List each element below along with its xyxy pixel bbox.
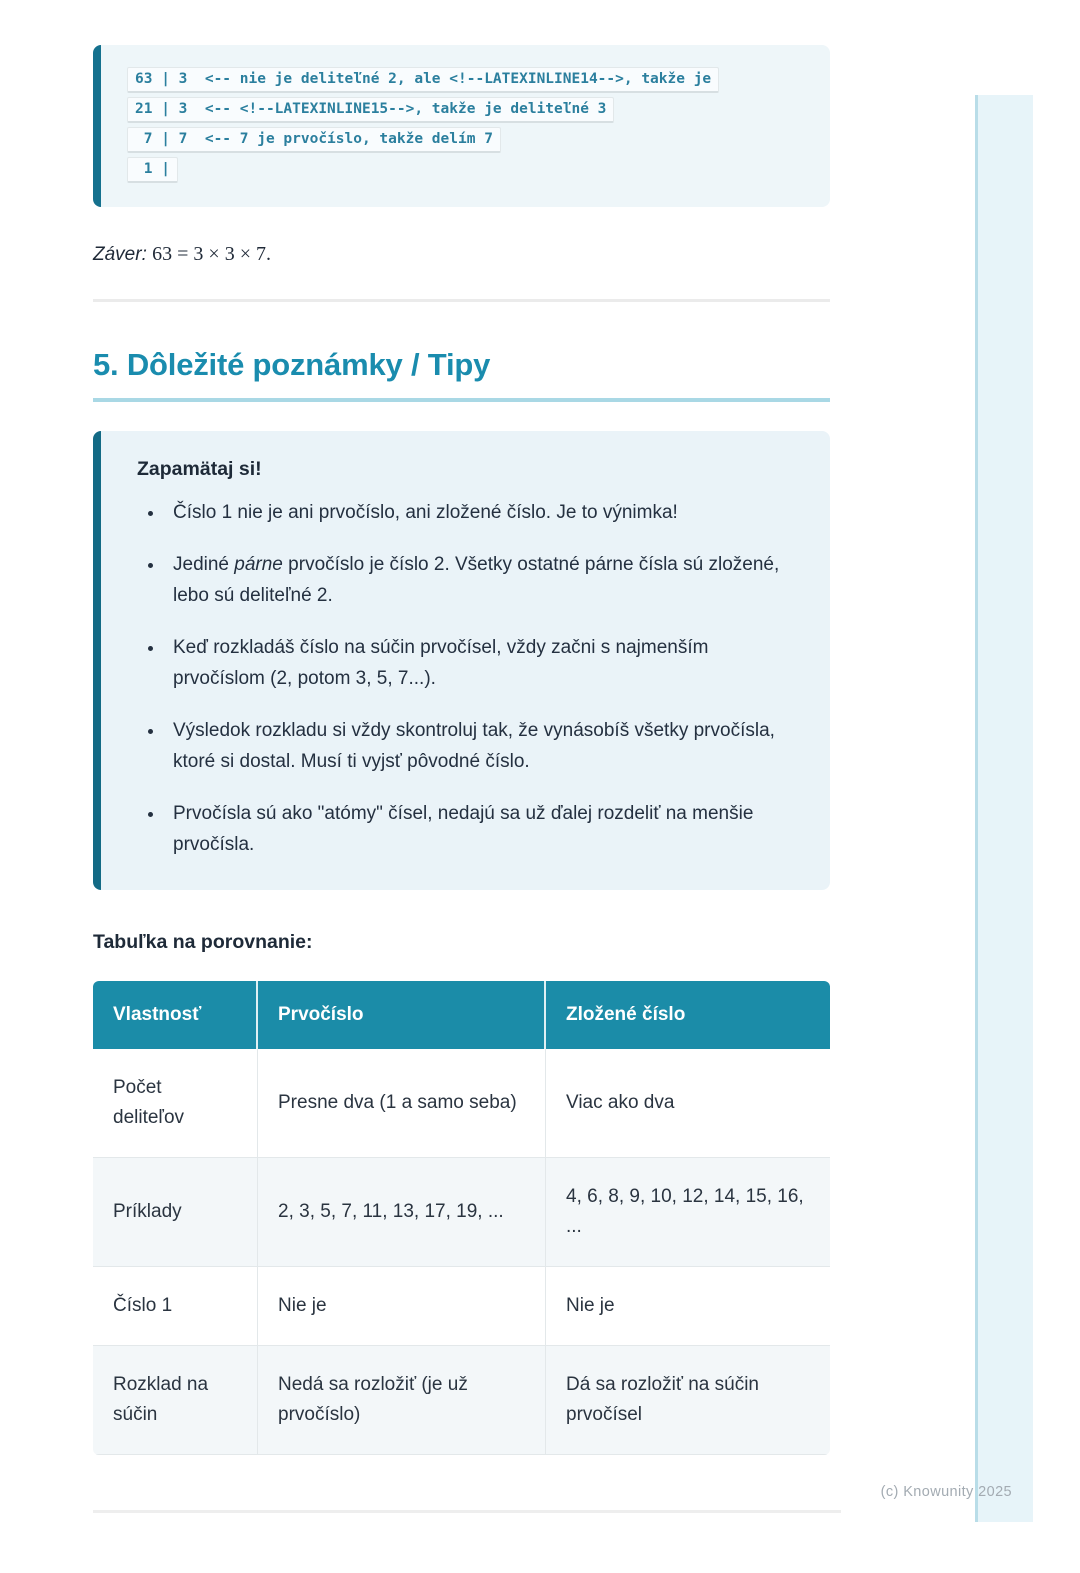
conclusion-formula: 63 = 3 × 3 × 7. <box>152 243 271 265</box>
callout-item-text: Jediné <box>173 554 235 575</box>
callout-item <box>165 715 798 777</box>
table-cell: Nie je <box>546 1267 830 1346</box>
bottom-divider <box>93 1510 841 1513</box>
code-line <box>127 97 830 123</box>
callout-item <box>165 798 798 860</box>
callout-item-emphasis: párne <box>234 554 283 575</box>
code-line-text: 21 | 3 <-- <!--LATEXINLINE15-->, takže je deliteľné 3 <box>127 97 614 123</box>
document-content <box>93 45 830 1455</box>
column-header-composite: Zložené číslo <box>546 981 830 1049</box>
division-code-block <box>93 45 830 207</box>
column-header-property: Vlastnosť <box>93 981 258 1049</box>
table-cell: Číslo 1 <box>93 1267 258 1346</box>
table-cell: Dá sa rozložiť na súčin prvočísel <box>546 1346 830 1455</box>
remember-callout <box>93 431 830 890</box>
column-header-prime: Prvočíslo <box>258 981 546 1049</box>
conclusion-paragraph <box>93 243 830 266</box>
code-line-text: 7 | 7 <-- 7 je prvočíslo, takže delím 7 <box>127 127 501 153</box>
code-line-text: 1 | <box>127 157 178 183</box>
table-row <box>93 1049 830 1158</box>
code-line <box>127 67 830 93</box>
table-intro: Tabuľka na porovnanie: <box>93 931 313 953</box>
table-cell: 4, 6, 8, 9, 10, 12, 14, 15, 16, ... <box>546 1158 830 1267</box>
table-row <box>93 1267 830 1346</box>
callout-item-text: prvočíslo je číslo 2. Všetky ostatné párne čísla sú zložené, lebo sú deliteľné 2. <box>173 554 780 606</box>
callout-title: Zapamätaj si! <box>137 458 262 480</box>
table-cell: Nie je <box>258 1267 546 1346</box>
code-line-text: 63 | 3 <-- nie je deliteľné 2, ale <!--LATEXINLINE14-->, takže je <box>127 67 719 93</box>
table-row <box>93 1158 830 1267</box>
code-line <box>127 157 830 183</box>
table-cell: Presne dva (1 a samo seba) <box>258 1049 546 1158</box>
comparison-table <box>93 981 830 1455</box>
code-line <box>127 127 830 153</box>
table-cell: Viac ako dva <box>546 1049 830 1158</box>
section-divider <box>93 299 830 302</box>
footer-copyright: (c) Knowunity 2025 <box>880 1484 1012 1500</box>
callout-item-text: Keď rozkladáš číslo na súčin prvočísel, vždy začni s najmenším prvočíslom (2, potom 3, 5, 7...). <box>173 637 709 689</box>
table-cell: 2, 3, 5, 7, 11, 13, 17, 19, ... <box>258 1158 546 1267</box>
callout-list <box>137 497 798 860</box>
table-cell: Príklady <box>93 1158 258 1267</box>
table-row <box>93 1346 830 1455</box>
page-edge-strip <box>975 95 1033 1522</box>
section-heading: 5. Dôležité poznámky / Tipy <box>93 347 830 402</box>
table-header-row <box>93 981 830 1049</box>
callout-item <box>165 632 798 694</box>
table-cell: Nedá sa rozložiť (je už prvočíslo) <box>258 1346 546 1455</box>
callout-item-text: Výsledok rozkladu si vždy skontroluj tak, že vynásobíš všetky prvočísla, ktoré si dostal. Musí ti vyjsť pôvodné číslo. <box>173 720 775 772</box>
callout-item-text: Číslo 1 nie je ani prvočíslo, ani zložené číslo. Je to výnimka! <box>173 502 678 523</box>
callout-item <box>165 549 798 611</box>
callout-item <box>165 497 798 528</box>
table-cell: Počet deliteľov <box>93 1049 258 1158</box>
conclusion-label: Záver: <box>93 244 147 265</box>
callout-item-text: Prvočísla sú ako "atómy" čísel, nedajú sa už ďalej rozdeliť na menšie prvočísla. <box>173 803 754 855</box>
table-cell: Rozklad na súčin <box>93 1346 258 1455</box>
